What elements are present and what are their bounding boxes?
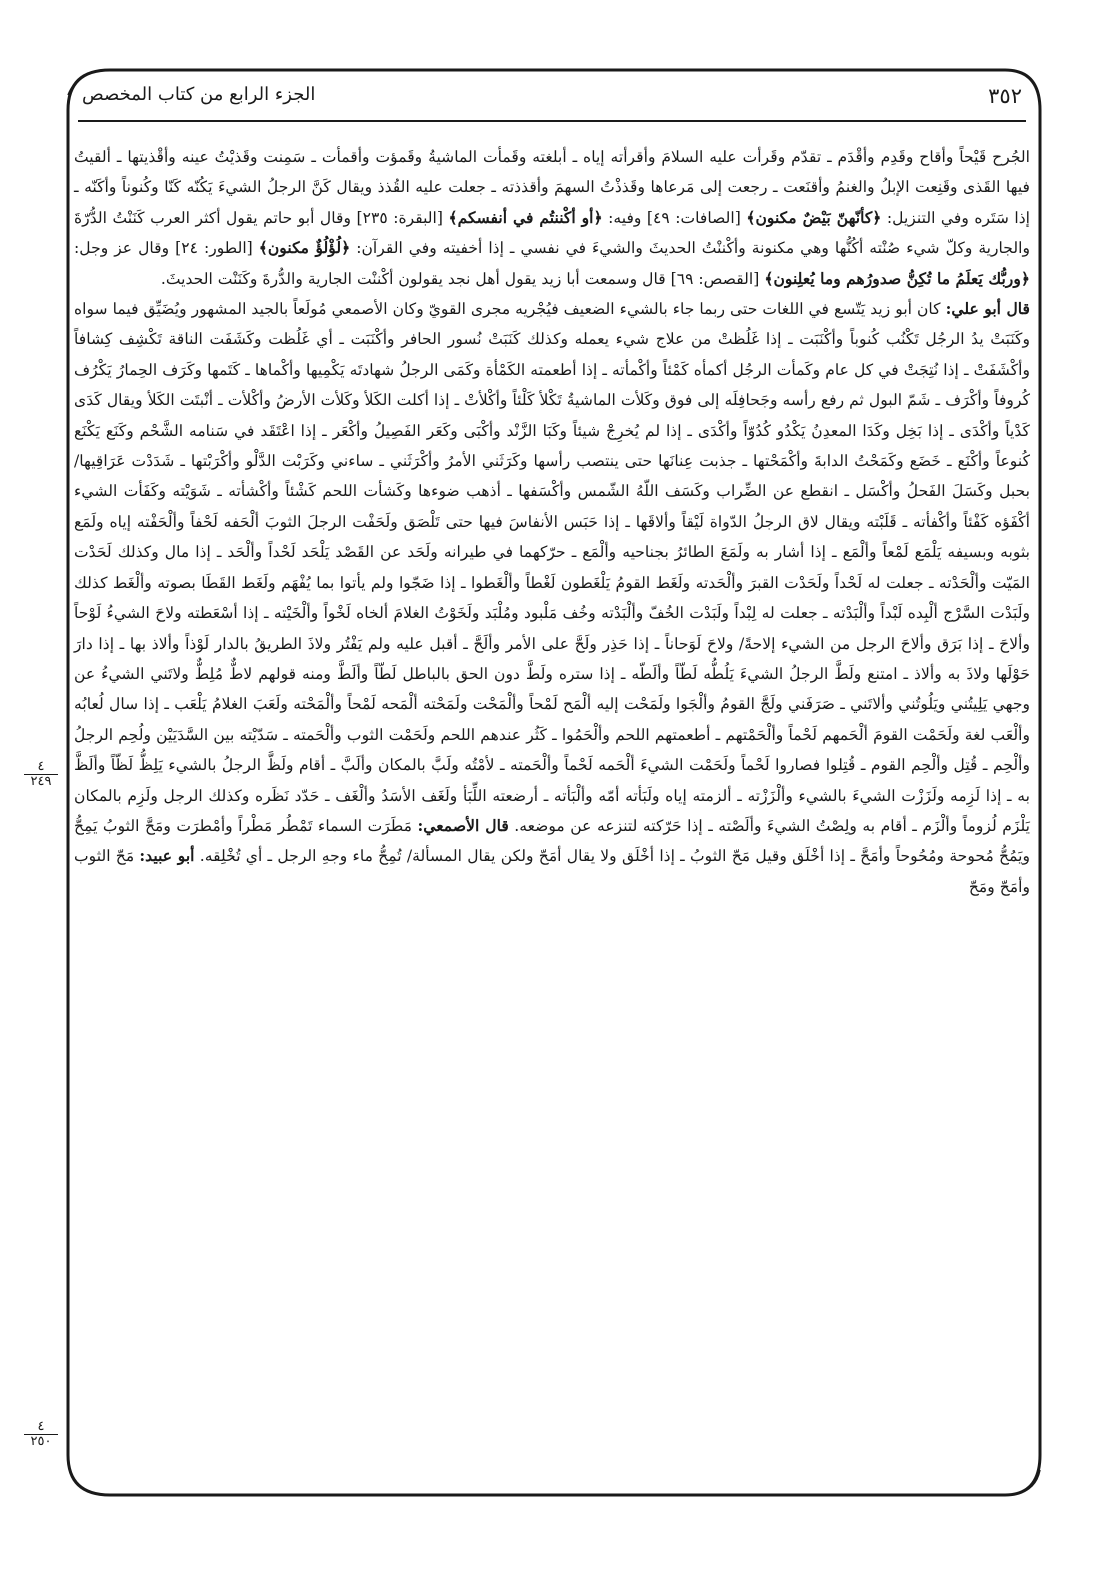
quran-quote: ﴿أو أكْننتُم في أنفسكم﴾ [448, 207, 603, 227]
margin-page-ref [24, 1420, 58, 1449]
text-run: مَطَرَت السماء تَمْطُر مَطْراً وأمْطرَت ومَحَّ الثوبُ يَمِحُّ ويَمُحُّ مُحوحة ومُحُوحاً وأمَحَّ ـ إذا أخْلَق وقيل مَحّ الثوبُ ـ إذا أخْلَق ولا يقال أمَحّ ولكن يقال المسألة/ تُمِحُّ ماء وجهِ الرجل ـ أي تُخْلِقه. [74, 816, 1030, 866]
header-rule [78, 120, 1026, 122]
margin-ref-page: ٢٥٠ [24, 1434, 58, 1449]
text-run: [الطور: ٢٤] وقال عز وجل: [74, 239, 259, 258]
speaker-label: قال أبو علي: [945, 299, 1031, 319]
margin-ref-volume: ٤ [37, 759, 45, 774]
body-text [74, 142, 1030, 902]
text-run: [البقرة: ٢٣٥] وقال أبو حاتم يقول أكثر العرب كَنَنْتُ الدُّرّةَ والجارية وكلّ شيء صُنْته أكُنُّها وهي مكنونة وأكْننْتُ الحديثَ والشيءَ في نفسي ـ إذا أخفيته وفي القرآن: [74, 208, 1030, 258]
speaker-label: قال الأصمعي: [417, 815, 509, 835]
quran-quote: ﴿لُؤْلُؤٌ مكنون﴾ [258, 238, 351, 258]
page-number: ٣٥٢ [988, 84, 1022, 108]
paragraph [74, 294, 1030, 902]
quran-quote: ﴿وربُّك يَعلَمُ ما تُكِنُّ صدورُهم وما يُعلِنون﴾ [764, 268, 1030, 288]
running-header [74, 80, 1030, 124]
text-run: الجُرح قَيْحاً وأقاح وقَدِم وأقْدَم ـ تقدّم وقَرأت عليه السلامَ وأقرأته إياه ـ أبلغته وقَمأت الماشيةُ وقَمؤت وأقمأت ـ سَمِنت وقَذيْتُ عينه وأقْذيتها ـ ألقيتُ فيها القَذى وقَنِعت الإبلُ والغنمُ وأقنَعت ـ رجعت إلى مَرعاها وقَذذْتُ السهمَ وأقذذته ـ جعلت عليه القُذذ ويقال كَنَّ الرجلُ الشيءَ يَكُنّه كَنّا وكُنوناً وأكَنّه ـ إذا سَتَره وفي التنزيل: [74, 148, 1030, 227]
text-run: [الصافات: ٤٩] وفيه: [602, 208, 747, 227]
speaker-label: أبو عبيد: [139, 846, 195, 866]
margin-ref-volume: ٤ [37, 1419, 45, 1434]
text-run: كان أبو زيد يَتّسع في اللغات حتى ربما جاء بالشيء الضعيف فيُجْريه مجرى القويّ وكان الأصمعي مُولَعاً بالجيد المشهور ويُضَيِّق فيما سواه وكَنَبَتْ يدُ الرجُل تَكْنُب كُنوباً وأكْنَبَت ـ إذا غَلُظتْ من علاج شيء يعمله وكذلك كَنَبَتْ نُسور الحافر وأكْنَبَت ـ أي غَلُظت وكَشَفَت الناقة تَكْشِف كِشافاً وأكْشَفَتْ ـ إذا نُتِجَتْ في كل عام وكَمأت الرجُل أكمأه كَمْئاً وأكْمأته ـ إذا أطعمته الكَمْأة وكَمَى الرجلُ شهادتَه يَكْمِيها وأكْماها ـ كَتَمها وكَرَف الحِمارُ يَكْرُف كُروفاً وأكْرَف ـ شَمّ البول ثم رفع رأسه وجَحافِلَه إلى فوق وكَلأت الماشيةُ تَكْلأ كَلْئاً وأكْلأتْ ـ إذا أكلت الكَلأ وكَلأت الأرضُ وأكْلأت ـ أنْبتَت الكَلأ ويقال كَدَى كَدْياً وأكْدَى ـ إذا بَخِل وكَدَا المعدِنُ يَكْدُو كُدُوّاً وأكْدَى ـ إذا لم يُخرِجْ شيئاً وكَبَا الزَّنْد وأكْبَى وكَعَر الفَصِيلُ وأكْعَر ـ إذا اعْتَقَد في سَنامه الشَّحْم وكَنَع يَكْنَع كُنوعاً وأكْنَع ـ خَضَع وكَمَحْتُ الدابةَ وأكْمَحْتها ـ جذبت عِنانَها حتى ينتصب رأسها وكَرَثَني الأمرُ وأكْرَثَني ـ ساءني وكَرَبْت الدَّلْو وأكْرَبْتها ـ شَدَدْت عَرَاقِيها/ بحبل وكَسَلَ الفَحلُ وأكْسَل ـ انقطع عن الضِّراب وكَسَف اللّهُ الشّمس وأكْسَفها ـ أذهب ضوءها وكَشأت اللحم كَشْئاً وأكْشأته ـ شَوَيْته وكَفَأت الشيء أكْفَؤه كَفْئاً وأكْفأته ـ قَلَبْته ويقال لاق الرجلُ الدّواة لَيْقاً وألاقَها ـ إذا حَبَس الأنفاسَ فيها حتى تَلْصَق ولَحَفْت الرجلَ الثوبَ ألْحَفه لَحْفاً وألْحَفْته إياه ولَمَع بثوبه وبسيفه يَلْمَع لَمْعاً وألْمَع ـ إذا أشار به ولَمَعَ الطائرُ بجناحيه وألْمَع ـ حرّكهما في طيرانه ولَحَد عن القَصْد يَلْحَد لَحْداً وألْحَد ـ إذا مال وكذلك لَحَدْت المَيّت وألْحَدْته ـ جعلت له لَحْداً ولَحَدْت القبرَ وألْحَدته ولَغَط القومُ يَلْغَطون لَغْطاً وألْغَطوا ـ إذا ضَجّوا ولم يأتوا بما يُفْهَم ولَغَط القَطَا بصوته وألْغَط كذلك ولَبَدْت السَّرْج ألْبِده لَبْداً وألْبَدْته ـ جعلت له لِبْداً ولَبَدْت الخُفّ وألْبَدْته وخُف مَلْبود ومُلْبَد ولَخَوْتُ الغلامَ ألخاه لَخْواً وألْخَيْته ـ إذا أسْعَطته ولاحَ الشيءُ لَوْحاً وألاحَ ـ إذا بَرَق وألاحَ الرجل من الشيء إلاحةً/ ولاحَ لَوَحاناً ـ إذا حَذِر ولَحَّ على الأمر وألَحَّ ـ أقبل عليه ولم يَفْتُر ولاذَ الطريقُ بالدار لَوْذاً وألاذ بها ـ إذا دارَ حَوْلَها ولاذَ به وألاذ ـ امتنع ولَطَّ الرجلُ الشيءَ يَلُطُّه لَطّاً وألَطّه ـ إذا ستره ولَطَّ دون الحق بالباطل لَطّاً وألَطَّ ومنه قولهم لاطٌّ مُلِطٌّ ولاتَني الشيءُ عن وجهي يَلِيتُني ويَلُوتُني وألاتَني ـ صَرَفَني ولَجَّ القومُ وألْجَوا ولَمَحْت إليه ألْمَح لَمْحاً وألْمَحْت ولَمَحْته ألْمَحه لَمْحاً وألْمَحْته ولَعَبَ الغلامُ يَلْعَب ـ إذا سال لُعابُه وألْعَب لغة ولَحَمْت القومَ ألْحَمهم لَحْماً وألْحَمْتهم ـ أطعمتهم اللحم وألْحَمُوا ـ كَثُر عندهم اللحم ولَحَمْت الثوب وألْحَمته ـ سَدّيْته بين السَّدَيَيْن ولُحِم الرجلُ وألْحِم ـ قُتِل وألْحِم القوم ـ قُتِلوا فصاروا لَحْماً ولَحَمْت الشيءَ ألْحَمه لَحْماً وألْحَمته ـ لأمْتُه ولَبَّ بالمكان وألَبَّ ـ أقام ولَظَّ الرجلُ بالشيء يَلِظُّ لَظّاً وألَظَّ به ـ إذا لَزِمه ولَزَزْت الشيءَ بالشيء وألْزَزْته ـ ألزمته إياه ولَبَأته أمّه وألْبَأته ـ أرضعته اللِّبَأ ولَغَف الأسَدُ وألْغَف ـ حَدّد نَظَره وكذلك الرجل ولَزِم بالمكان يَلْزَم لُزوماً وألْزَم ـ أقام به ولِصْتُ الشيءَ وألَصْته ـ إذا حَرّكته لتنزعه عن موضعه. [74, 300, 1030, 835]
text-run: [القصص: ٦٩] قال وسمعت أبا زيد يقول أهل نجد يقولون أكْننْت الجارية والدُّرةَ وكَنَنْت الحديثَ. [160, 269, 765, 288]
margin-ref-page: ٢٤٩ [24, 774, 58, 789]
page [30, 80, 1031, 1490]
text-run: مَحّ الثوب وأمَحّ ومَحّ [74, 847, 1030, 896]
paragraph [74, 142, 1030, 294]
quran-quote: ﴿كأنّهنّ بَيْضٌ مكنون﴾ [746, 207, 882, 227]
margin-page-ref [24, 760, 58, 789]
book-title: الجزء الرابع من كتاب المخصص [82, 84, 316, 105]
